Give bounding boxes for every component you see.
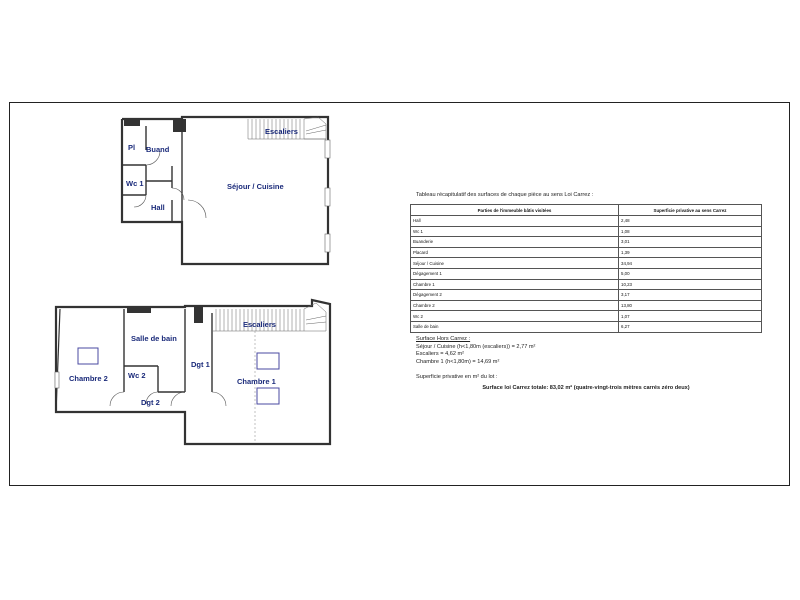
lot-surface-label: Superficie privative en m² du lot : (416, 374, 498, 381)
row-value: 6,27 (619, 321, 762, 332)
room-label-chambre2: Chambre 2 (69, 374, 108, 383)
wall-block (124, 119, 140, 126)
row-name: Dégagement 2 (411, 290, 619, 301)
hors-carrez-title: Surface Hors Carrez : (416, 336, 471, 342)
floor-1-plan (122, 117, 330, 264)
total-carrez-surface: Surface loi Carrez totale: 83,02 m² (quatre-vingt-trois mètres carrés zéro deux) (482, 384, 690, 391)
room-label-dgt2: Dgt 2 (141, 398, 160, 407)
room-label-buand: Buand (146, 145, 170, 154)
room-label-dgt1: Dgt 1 (191, 360, 210, 369)
table-title: Tableau récapitulatif des surfaces de chaque pièce au sens Loi Carrez : (416, 192, 594, 198)
row-value: 5,00 (619, 268, 762, 279)
room-label-escaliers-1: Escaliers (265, 127, 298, 136)
row-value: 2,48 (619, 216, 762, 227)
row-name: Hall (411, 216, 619, 227)
table-row (411, 279, 762, 290)
row-value: 1,39 (619, 247, 762, 258)
row-name: Placard (411, 247, 619, 258)
skylight (78, 348, 98, 364)
skylight (257, 353, 279, 369)
room-label-salle-de-bain: Salle de bain (131, 334, 177, 343)
table-row (411, 216, 762, 227)
table-row (411, 247, 762, 258)
room-label-wc1: Wc 1 (126, 179, 144, 188)
room-label-pl: Pl (128, 143, 136, 152)
table-header-parts: Parties de l'immeuble bâtis visitées (411, 205, 619, 216)
row-name: Chambre 2 (411, 300, 619, 311)
table-row (411, 321, 762, 332)
floor-2-outer-wall (56, 300, 330, 444)
floor-2-plan (55, 300, 330, 444)
table-header-surface: Superficie privative au sens Carrez (619, 205, 762, 216)
room-label-hall: Hall (151, 203, 165, 212)
notes (416, 336, 756, 393)
surface-summary (410, 192, 762, 333)
row-value: 10,23 (619, 279, 762, 290)
row-value: 34,94 (619, 258, 762, 269)
table-row (411, 311, 762, 322)
row-name: Chambre 1 (411, 279, 619, 290)
hors-carrez-line: Escaliers = 4,62 m² (416, 351, 465, 358)
surfaces-table (410, 204, 762, 333)
row-name: Wc 1 (411, 226, 619, 237)
table-header-row (411, 205, 762, 216)
hors-carrez-line: Chambre 1 (h<1,80m) = 14,69 m² (416, 358, 500, 365)
row-name: Wc 2 (411, 311, 619, 322)
table-row (411, 300, 762, 311)
table-row (411, 290, 762, 301)
hors-carrez-line: Séjour / Cuisine (h<1,80m (escaliers)) = 2,77 m² (416, 343, 536, 350)
room-label-wc2: Wc 2 (128, 371, 146, 380)
table-row (411, 226, 762, 237)
skylight (257, 388, 279, 404)
row-name: Dégagement 1 (411, 268, 619, 279)
row-value: 3,01 (619, 237, 762, 248)
row-name: Buanderie (411, 237, 619, 248)
row-value: 1,07 (619, 311, 762, 322)
wall-block (173, 119, 186, 132)
row-value: 3,17 (619, 290, 762, 301)
room-label-chambre1: Chambre 1 (237, 377, 276, 386)
table-row (411, 237, 762, 248)
table-row (411, 268, 762, 279)
room-label-sejour-cuisine: Séjour / Cuisine (227, 182, 284, 191)
row-name: Salle de bain (411, 321, 619, 332)
table-row (411, 258, 762, 269)
row-value: 1,08 (619, 226, 762, 237)
row-value: 13,80 (619, 300, 762, 311)
room-label-escaliers-2: Escaliers (243, 320, 276, 329)
row-name: Séjour / Cuisine (411, 258, 619, 269)
